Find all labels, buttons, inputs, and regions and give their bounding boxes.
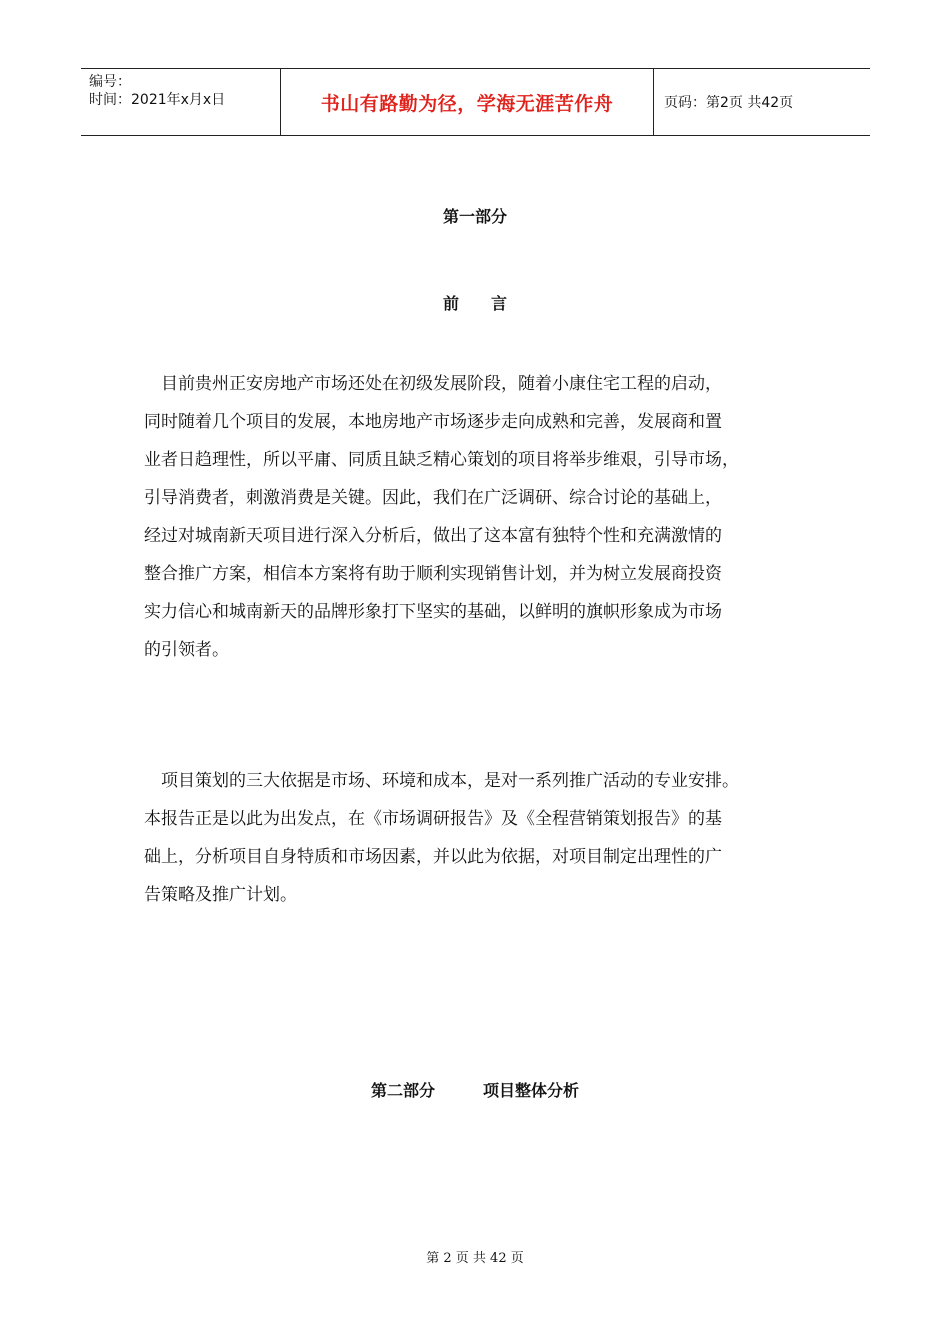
- part2-heading: 第二部分 项目整体分析: [370, 1081, 579, 1100]
- paragraph-line: 同时随着几个项目的发展，本地房地产市场逐步走向成熟和完善，发展商和置: [144, 412, 722, 432]
- motto-text: 书山有路勤为径，学海无涯苦作舟: [320, 92, 614, 115]
- paragraph-line: 引导消费者，刺激消费是关键。因此，我们在广泛调研、综合讨论的基础上，: [144, 488, 722, 508]
- header-meta-cell: [81, 69, 281, 135]
- paragraph-line: 经过对城南新天项目进行深入分析后，做出了这本富有独特个性和充满激情的: [144, 526, 722, 546]
- paragraph-line: 整合推广方案，相信本方案将有助于顺利实现销售计划，并为树立发展商投资: [144, 564, 722, 584]
- preface-heading: 前 言: [442, 294, 507, 313]
- time-label: 时间：2021年x月x日: [89, 92, 226, 108]
- paragraph-line: 的引领者。: [144, 640, 229, 660]
- paragraph-line: 项目策划的三大依据是市场、环境和成本，是对一系列推广活动的专业安排。: [144, 771, 739, 791]
- document-header: [81, 68, 870, 136]
- paragraph-basis: [144, 762, 824, 914]
- paragraph-line: 本报告正是以此为出发点，在《市场调研报告》及《全程营销策划报告》的基: [144, 809, 722, 829]
- paragraph-line: 告策略及推广计划。: [144, 885, 297, 905]
- paragraph-line: 业者日趋理性，所以平庸、同质且缺乏精心策划的项目将举步维艰，引导市场，: [144, 450, 739, 470]
- page-info: 页码：第2页 共42页: [664, 95, 794, 111]
- paragraph-line: 实力信心和城南新天的品牌形象打下坚实的基础，以鲜明的旗帜形象成为市场: [144, 602, 722, 622]
- number-label: 编号：: [89, 74, 131, 90]
- paragraph-line: 目前贵州正安房地产市场还处在初级发展阶段，随着小康住宅工程的启动，: [144, 374, 722, 394]
- page-footer: 第 2 页 共 42 页: [426, 1251, 524, 1266]
- header-page-cell: [654, 69, 870, 135]
- header-motto-cell: [281, 69, 654, 135]
- paragraph-preface: [144, 365, 824, 669]
- paragraph-line: 础上，分析项目自身特质和市场因素，并以此为依据，对项目制定出理性的广: [144, 847, 722, 867]
- part1-heading: 第一部分: [442, 207, 507, 226]
